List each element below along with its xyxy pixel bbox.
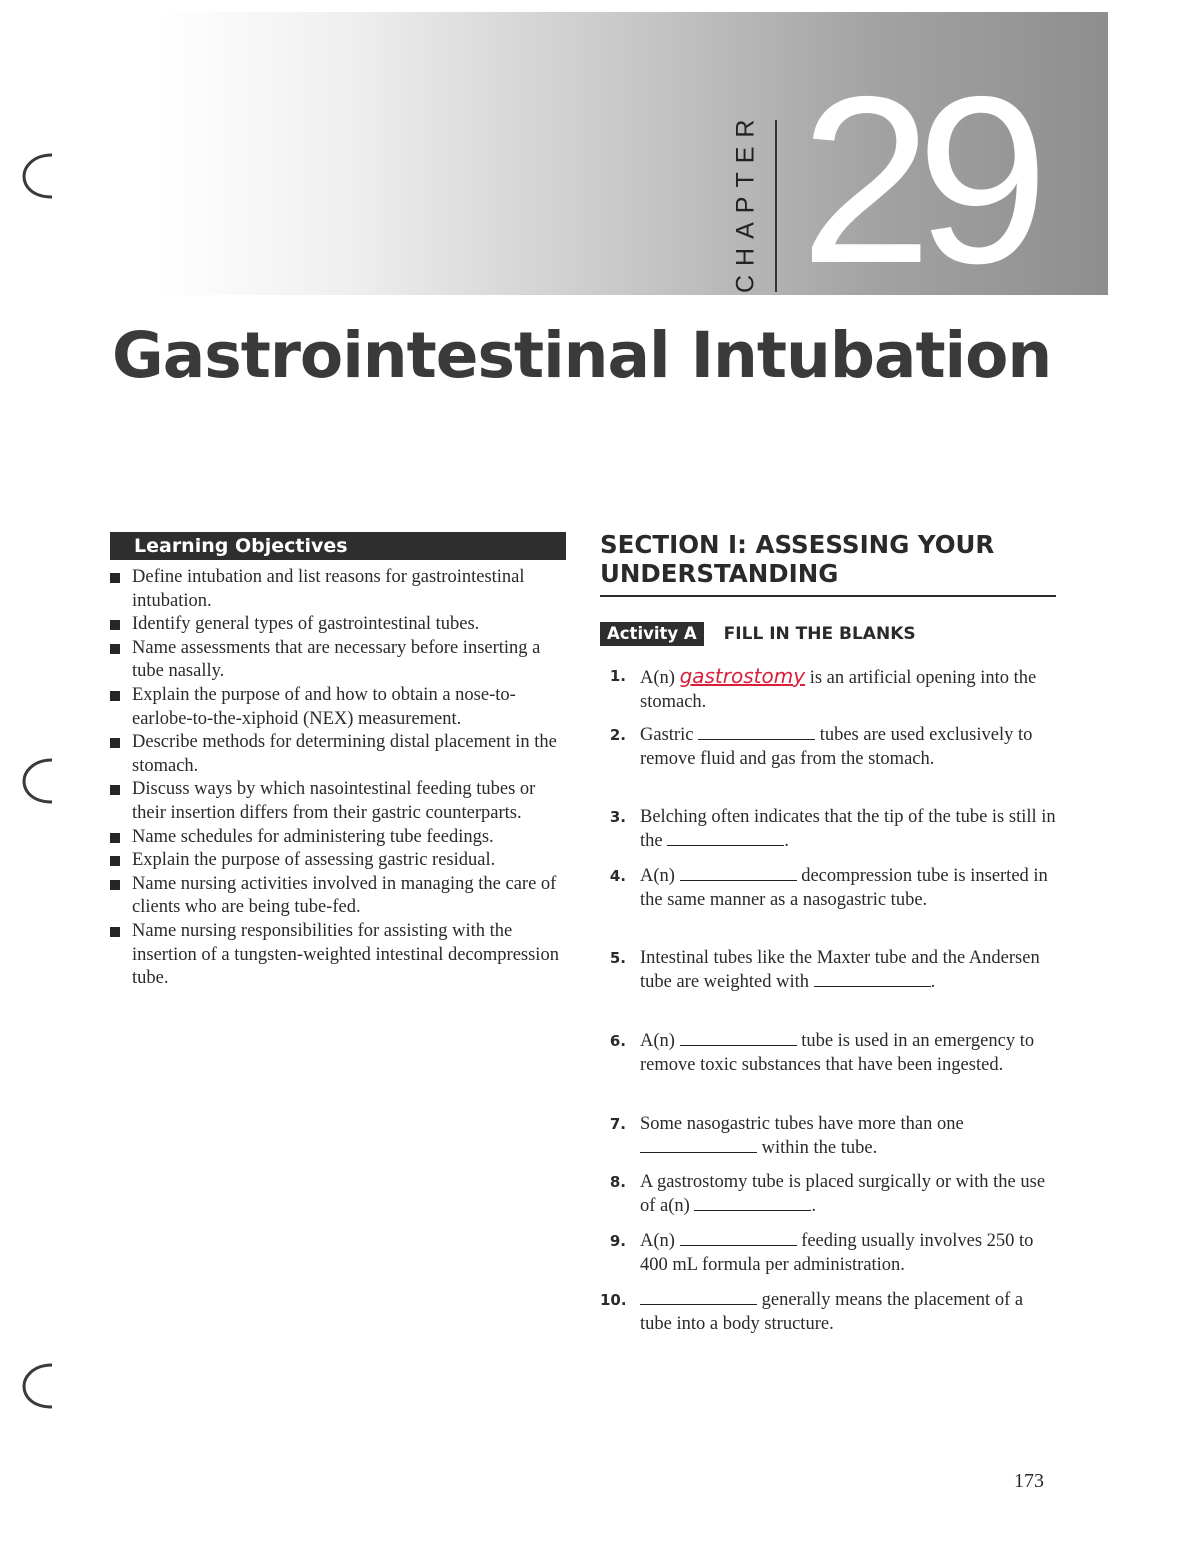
chapter-number: 29 <box>800 62 1033 295</box>
question-item: 6. A(n) tube is used in an emergency to remove toxic substances that have been ingested. <box>609 1031 1035 1075</box>
binder-ring-hole-icon <box>18 1360 58 1412</box>
question-item: 9. A(n) feeding usually involves 250 to 400 mL formula per administration. <box>609 1231 1034 1275</box>
objectives-heading: Learning Objectives <box>110 532 566 560</box>
square-bullet-icon <box>110 785 120 795</box>
page-title: Gastrointestinal Intubation <box>112 319 1052 392</box>
objective-item: Define intubation and list reasons for gastrointestinal intubation. <box>110 566 566 613</box>
page-number: 173 <box>1014 1470 1044 1492</box>
question-item: 8. A gastrostomy tube is placed surgically or with the use of a(n) . <box>609 1172 1046 1216</box>
objective-item: Name schedules for administering tube feedings. <box>110 826 566 850</box>
chapter-divider <box>775 120 777 292</box>
objective-item: Describe methods for determining distal placement in the stomach. <box>110 731 566 778</box>
section-title: SECTION I: ASSESSING YOUR UNDERSTANDING <box>600 530 1056 597</box>
answer-blank[interactable] <box>694 1195 811 1211</box>
answer-blank[interactable] <box>640 1137 757 1153</box>
objectives-list <box>110 566 566 991</box>
binder-ring-hole-icon <box>18 150 58 202</box>
objective-item: Explain the purpose of assessing gastric residual. <box>110 849 566 873</box>
objective-item: Name nursing responsibilities for assisting with the insertion of a tungsten-weighted intestinal decompression tube. <box>110 920 566 991</box>
square-bullet-icon <box>110 880 120 890</box>
square-bullet-icon <box>110 691 120 701</box>
answer-blank[interactable] <box>680 865 797 881</box>
answer-blank[interactable] <box>680 1030 797 1046</box>
handwritten-answer: gastrostomy <box>679 664 806 688</box>
question-item: 5. Intestinal tubes like the Maxter tube and the Andersen tube are weighted with . <box>609 948 1040 992</box>
objective-item: Explain the purpose of and how to obtain a nose-to-earlobe-to-the-xiphoid (NEX) measurement. <box>110 684 566 731</box>
learning-objectives <box>110 532 566 991</box>
question-item: 7. Some nasogastric tubes have more than one within the tube. <box>609 1114 964 1158</box>
answer-blank[interactable] <box>814 971 931 987</box>
question-item: 3. Belching often indicates that the tip of the tube is still in the . <box>609 807 1056 851</box>
answer-blank[interactable] <box>680 1230 797 1246</box>
assessment-section <box>600 530 1056 1334</box>
question-item: 10. generally means the placement of a tube into a body structure. <box>600 1290 1024 1334</box>
square-bullet-icon <box>110 927 120 937</box>
question-item: 2. Gastric tubes are used exclusively to remove fluid and gas from the stomach. <box>609 725 1033 769</box>
objective-item: Identify general types of gastrointestinal tubes. <box>110 613 566 637</box>
question-item: 1. A(n) gastrostomy is an artificial opening into the stomach. <box>609 664 1037 712</box>
answer-blank[interactable] <box>640 1289 757 1305</box>
activity-header <box>600 621 1056 647</box>
answer-blank[interactable] <box>698 724 815 740</box>
square-bullet-icon <box>110 738 120 748</box>
activity-title: FILL IN THE BLANKS <box>723 624 916 644</box>
objective-item: Discuss ways by which nasointestinal feeding tubes or their insertion differs from their gastric counterparts. <box>110 778 566 825</box>
chapter-label: CHAPTER <box>731 110 760 294</box>
square-bullet-icon <box>110 856 120 866</box>
objective-item: Name assessments that are necessary before inserting a tube nasally. <box>110 637 566 684</box>
square-bullet-icon <box>110 833 120 843</box>
activity-badge: Activity A <box>600 622 704 646</box>
square-bullet-icon <box>110 644 120 654</box>
objective-item: Name nursing activities involved in managing the care of clients who are being tube-fed. <box>110 873 566 920</box>
square-bullet-icon <box>110 620 120 630</box>
question-item: 4. A(n) decompression tube is inserted in the same manner as a nasogastric tube. <box>609 866 1048 910</box>
square-bullet-icon <box>110 573 120 583</box>
answer-blank[interactable] <box>667 830 784 846</box>
binder-ring-hole-icon <box>18 755 58 807</box>
